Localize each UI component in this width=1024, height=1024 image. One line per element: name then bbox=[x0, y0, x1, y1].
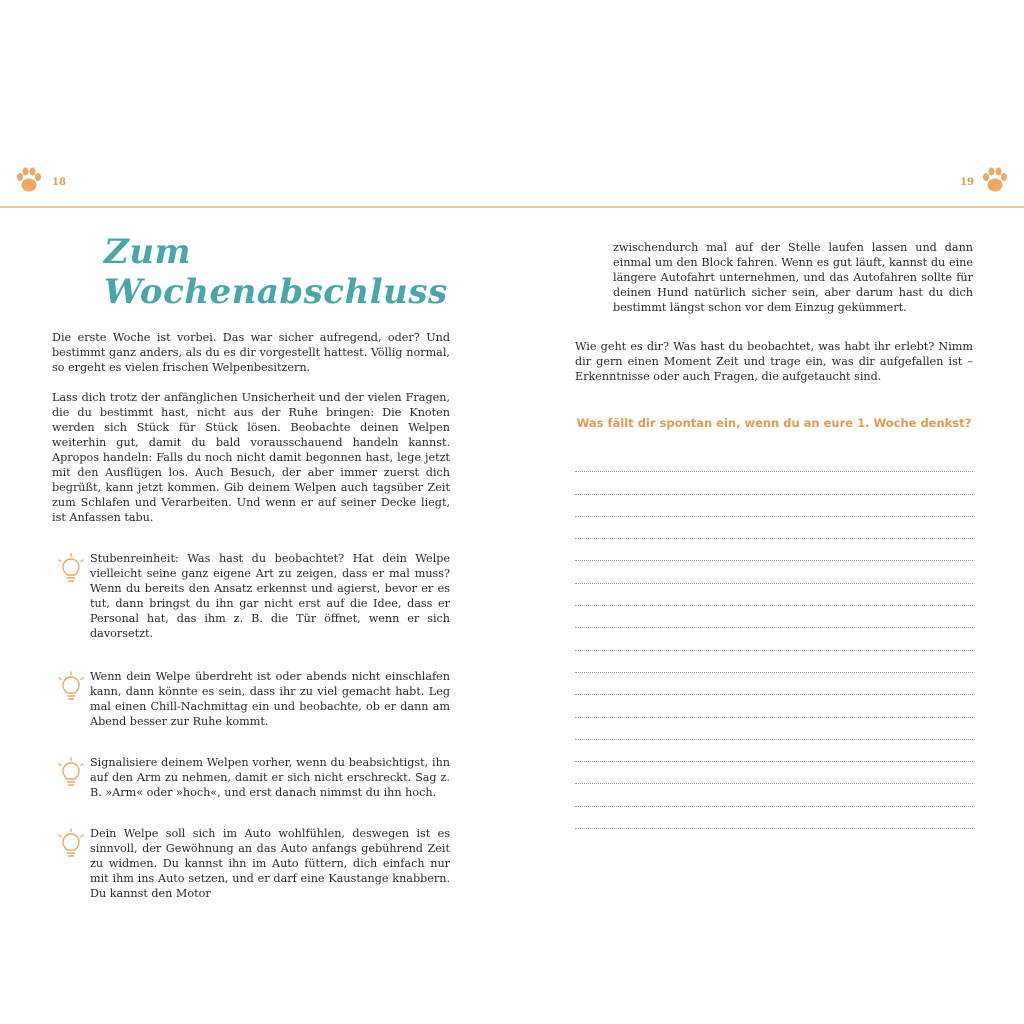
lightbulb-icon bbox=[52, 553, 90, 587]
writing-line[interactable] bbox=[575, 472, 973, 494]
tip-text: Dein Welpe soll sich im Auto wohlfühlen, deswegen ist es sinnvoll, der Gewöhnung an das Auto anfangs gebührend Zeit zu widmen. Du kannst ihn im Auto füttern, dich einfach nur mit ihm ins Auto setzen, und er darf eine Kaustange knabbern. Du kannst den Motor bbox=[90, 827, 450, 900]
lightbulb-icon bbox=[52, 828, 90, 862]
intro-paragraph: Die erste Woche ist vorbei. Das war sicher aufregend, oder? Und bestimmt ganz anders, als du es dir vorgestellt hattest. Völlig normal, so ergeht es vielen frischen Welpenbesitzern. bbox=[52, 331, 450, 374]
writing-line[interactable] bbox=[575, 584, 973, 606]
reflection-prompt: Wie geht es dir? Was hast du beobachtet, was habt ihr erlebt? Nimm dir gern einen Moment Zeit und trage ein, was dir aufgefallen ist – Erkenntnisse oder auch Fragen, die aufgetaucht sind. bbox=[575, 340, 973, 383]
right-page bbox=[575, 240, 973, 829]
left-page bbox=[52, 232, 450, 901]
writing-lines bbox=[575, 450, 973, 829]
writing-line[interactable] bbox=[575, 651, 973, 673]
writing-line[interactable] bbox=[575, 450, 973, 472]
writing-line[interactable] bbox=[575, 495, 973, 517]
writing-line[interactable] bbox=[575, 539, 973, 561]
reflection-question: Was fällt dir spontan ein, wenn du an eure 1. Woche denkst? bbox=[576, 416, 972, 430]
writing-line[interactable] bbox=[575, 628, 973, 650]
paw-icon-left bbox=[14, 165, 44, 195]
tip-item bbox=[52, 551, 450, 641]
writing-line[interactable] bbox=[575, 517, 973, 539]
writing-line[interactable] bbox=[575, 718, 973, 740]
tip-text: Signalisiere deinem Welpen vorher, wenn du beabsichtigst, ihn auf den Arm zu nehmen, damit er sich nicht erschreckt. Sag z. B. »Arm« oder »hoch«, und erst danach nimmst du ihn hoch. bbox=[90, 756, 450, 799]
lightbulb-icon bbox=[52, 671, 90, 705]
lightbulb-icon bbox=[52, 757, 90, 791]
page-number-right: 19 bbox=[960, 177, 974, 188]
tip-text: Stubenreinheit: Was hast du beobachtet? Hat dein Welpe vielleicht seine ganz eigene Art zu zeigen, dass er mal muss? Wenn du bereits den Ansatz erkennst und agierst, bevor er es tut, dann bringst du ihn gar nicht erst auf die Idee, dass er Personal hat, das ihm z. B. die Tür öffnet, wenn er sich davorsetzt. bbox=[90, 552, 450, 640]
writing-line[interactable] bbox=[575, 606, 973, 628]
writing-line[interactable] bbox=[575, 673, 973, 695]
tip-text: Wenn dein Welpe überdreht ist oder abends nicht einschlafen kann, dann könnte es sein, dass ihr zu viel gemacht habt. Leg mal einen Chill-Nachmittag ein und beobachte, ob er dann am Abend besser zur Ruhe kommt. bbox=[90, 670, 450, 728]
writing-line[interactable] bbox=[575, 784, 973, 806]
writing-line[interactable] bbox=[575, 807, 973, 829]
continuation-paragraph: zwischendurch mal auf der Stelle laufen lassen und dann einmal um den Block fahren. Wenn es gut läuft, kannst du eine längere Autofahrt unternehmen, und das Autofahren sollte für deinen Hund natürlich sicher sein, aber darum hast du dich bestimmt längst schon vor dem Einzug gekümmert. bbox=[613, 241, 973, 314]
tip-item bbox=[52, 826, 450, 901]
writing-line[interactable] bbox=[575, 762, 973, 784]
paw-icon-right bbox=[980, 165, 1010, 195]
tip-item bbox=[52, 755, 450, 800]
page-title: Zum Wochenabschluss bbox=[104, 232, 448, 312]
writing-line[interactable] bbox=[575, 695, 973, 717]
writing-line[interactable] bbox=[575, 561, 973, 583]
page-number-left: 18 bbox=[52, 177, 66, 188]
body-paragraph: Lass dich trotz der anfänglichen Unsicherheit und der vielen Fragen, die du bestimmt hast, nicht aus der Ruhe bringen: Die Knoten werden sich Stück für Stück lösen. Beobachte deinen Welpen weiterhin gut, damit du bald vorausschauend handeln kannst. Apropos handeln: Falls du noch nicht damit begonnen hast, lege jetzt mit den Ausflügen los. Auch Besuch, der aber immer zuerst dich begrüßt, kann jetzt kommen. Gib deinem Welpen auch tagsüber Zeit zum Schlafen und Verarbeiten. Und wenn er auf seiner Decke liegt, ist Anfassen tabu. bbox=[52, 391, 450, 524]
header-divider bbox=[0, 206, 1024, 208]
writing-line[interactable] bbox=[575, 740, 973, 762]
tip-item bbox=[52, 669, 450, 729]
